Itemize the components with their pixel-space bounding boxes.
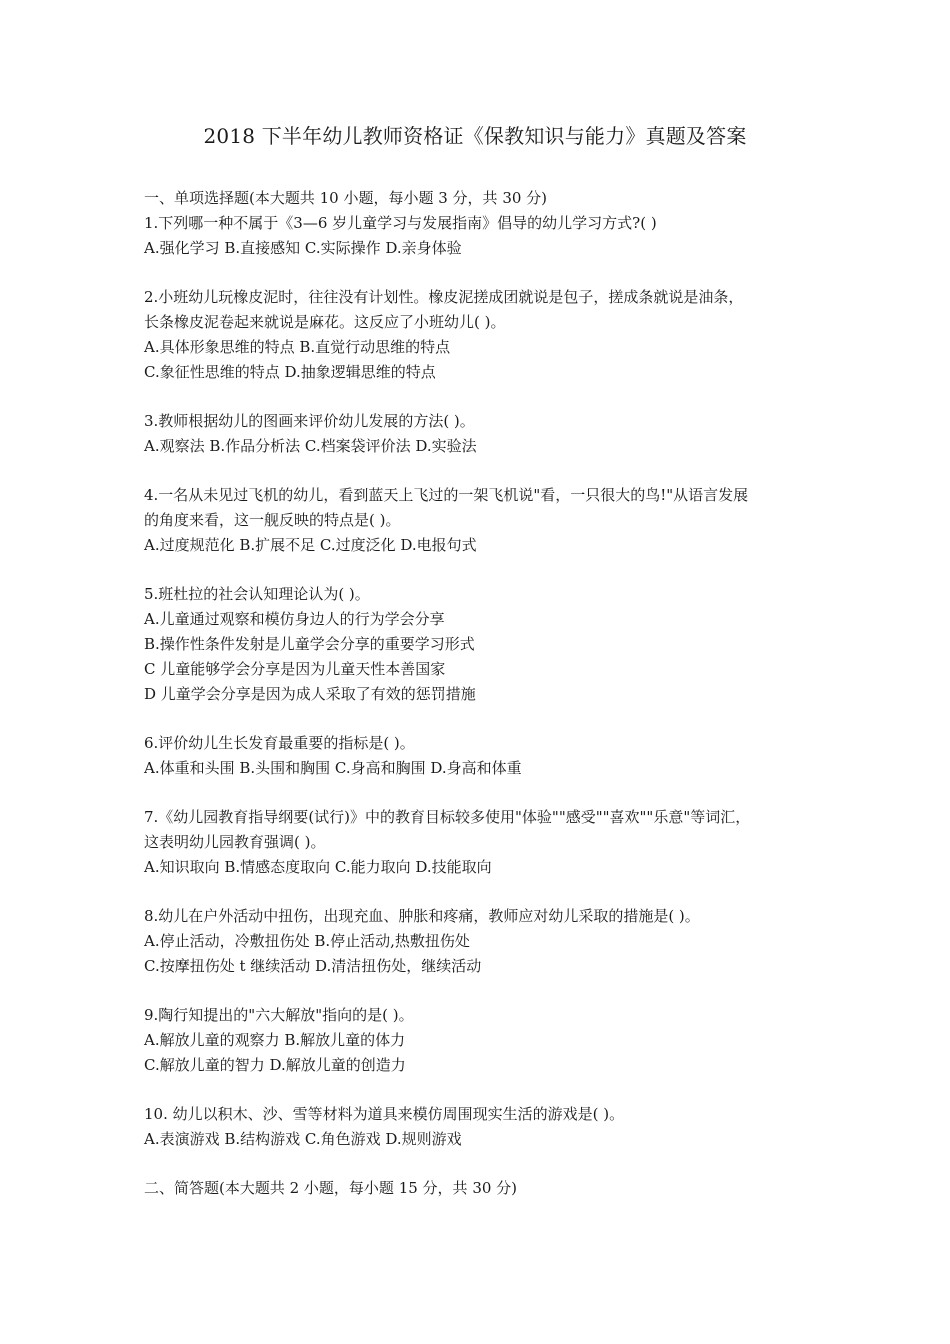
spacer <box>144 1152 814 1176</box>
question-options: A.解放儿童的观察力 B.解放儿童的体力 <box>144 1031 406 1049</box>
question-stem: 长条橡皮泥卷起来就说是麻花。这反应了小班幼儿( )。 <box>144 313 506 331</box>
question-options: D 儿童学会分享是因为成人采取了有效的惩罚措施 <box>144 685 476 703</box>
question-stem: 3.教师根据幼儿的图画来评价幼儿发展的方法( )。 <box>144 412 475 430</box>
question-item <box>144 1102 814 1152</box>
spacer <box>144 781 814 805</box>
question-item <box>144 483 814 558</box>
document-body <box>144 186 814 1201</box>
question-options: A.过度规范化 B.扩展不足 C.过度泛化 D.电报句式 <box>144 536 477 554</box>
question-stem: 的角度来看，这一舰反映的特点是( )。 <box>144 511 401 529</box>
question-options: A.体重和头围 B.头围和胸围 C.身高和胸围 D.身高和体重 <box>144 759 522 777</box>
question-stem: 9.陶行知提出的"六大解放"指向的是( )。 <box>144 1006 414 1024</box>
question-options: A.具体形象思维的特点 B.直觉行动思维的特点 <box>144 338 451 356</box>
question-options: A.儿童通过观察和模仿身边人的行为学会分享 <box>144 610 445 628</box>
spacer <box>144 261 814 285</box>
question-options: C 儿童能够学会分享是因为儿童天性本善国家 <box>144 660 446 678</box>
document-title: 2018 下半年幼儿教师资格证《保教知识与能力》真题及答案 <box>203 124 747 148</box>
section-heading-single-choice: 一、单项选择题(本大题共 10 小题，每小题 3 分，共 30 分) <box>144 189 548 207</box>
question-options: A.强化学习 B.直接感知 C.实际操作 D.亲身体验 <box>144 239 462 257</box>
spacer <box>144 707 814 731</box>
spacer <box>144 979 814 1003</box>
question-options: C.按摩扭伤处 t 继续活动 D.清洁扭伤处，继续活动 <box>144 957 482 975</box>
question-options: A.停止活动，冷敷扭伤处 B.停止活动,热敷扭伤处 <box>144 932 470 950</box>
question-stem: 6.评价幼儿生长发育最重要的指标是( )。 <box>144 734 415 752</box>
question-item <box>144 211 814 261</box>
question-stem: 5.班杜拉的社会认知理论认为( )。 <box>144 585 370 603</box>
question-stem: 这表明幼儿园教育强调( )。 <box>144 833 326 851</box>
question-options: C.象征性思维的特点 D.抽象逻辑思维的特点 <box>144 363 436 381</box>
question-options: C.解放儿童的智力 D.解放儿童的创造力 <box>144 1056 406 1074</box>
question-options: A.表演游戏 B.结构游戏 C.角色游戏 D.规则游戏 <box>144 1130 462 1148</box>
question-item <box>144 731 814 781</box>
section-heading-short-answer: 二、简答题(本大题共 2 小题，每小题 15 分，共 30 分) <box>144 1179 518 1197</box>
question-stem: 8.幼儿在户外活动中扭伤，出现充血、肿胀和疼痛，教师应对幼儿采取的措施是( )。 <box>144 907 700 925</box>
spacer <box>144 385 814 409</box>
spacer <box>144 558 814 582</box>
question-item <box>144 1003 814 1078</box>
spacer <box>144 880 814 904</box>
question-stem: 2.小班幼儿玩橡皮泥时，往往没有计划性。橡皮泥搓成团就说是包子，搓成条就说是油条， <box>144 288 744 306</box>
question-stem: 4.一名从未见过飞机的幼儿，看到蓝天上飞过的一架飞机说"看，一只很大的鸟!"从语言发展 <box>144 486 749 504</box>
question-item <box>144 582 814 707</box>
question-stem: 1.下列哪一种不属于《3—6 岁儿童学习与发展指南》倡导的幼儿学习方式?( ) <box>144 214 657 232</box>
question-item <box>144 409 814 459</box>
spacer <box>144 1078 814 1102</box>
question-stem: 7.《幼儿园教育指导纲要(试行)》中的教育目标较多使用"体验""感受""喜欢""乐意"等词汇， <box>144 808 751 826</box>
question-item <box>144 805 814 880</box>
question-item <box>144 285 814 385</box>
question-options: A.知识取向 B.情感态度取向 C.能力取向 D.技能取向 <box>144 858 492 876</box>
question-options: A.观察法 B.作品分析法 C.档案袋评价法 D.实验法 <box>144 437 477 455</box>
question-options: B.操作性条件发射是儿童学会分享的重要学习形式 <box>144 635 475 653</box>
question-list <box>144 211 814 1152</box>
question-item <box>144 904 814 979</box>
question-stem: 10. 幼儿以积木、沙、雪等材料为道具来模仿周围现实生活的游戏是( )。 <box>144 1105 625 1123</box>
spacer <box>144 459 814 483</box>
